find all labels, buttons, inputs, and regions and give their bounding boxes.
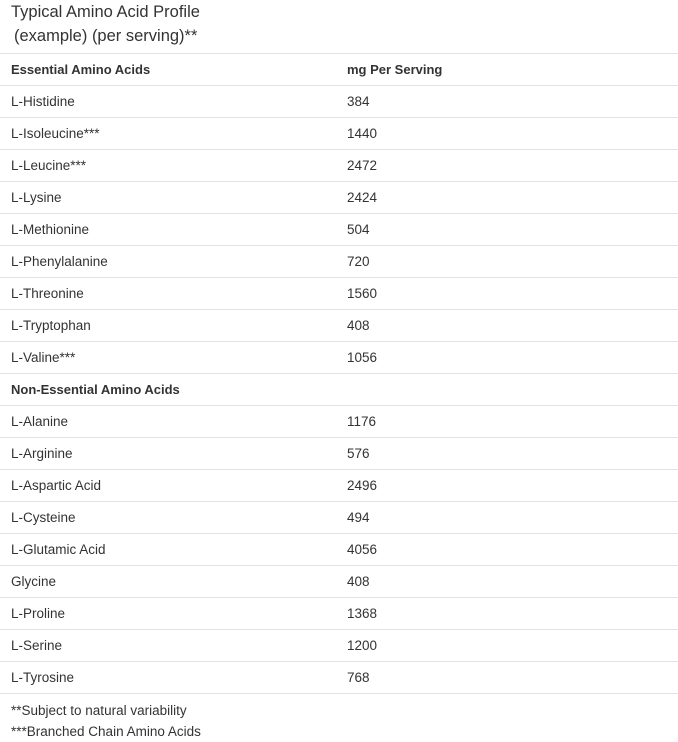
title-line-1: Typical Amino Acid Profile bbox=[11, 3, 200, 21]
amino-acid-value: 1560 bbox=[347, 286, 378, 301]
amino-acid-value: 504 bbox=[347, 222, 370, 237]
amino-acid-name: L-Tyrosine bbox=[11, 670, 75, 685]
footnotes bbox=[11, 700, 201, 742]
non-essential-heading: Non-Essential Amino Acids bbox=[11, 382, 180, 397]
amino-acid-value: 768 bbox=[347, 670, 370, 685]
section-heading-row bbox=[0, 374, 678, 406]
column-header-amino-acid: Essential Amino Acids bbox=[11, 62, 151, 77]
table-row bbox=[0, 246, 678, 278]
amino-acid-value: 494 bbox=[347, 510, 370, 525]
table-row bbox=[0, 438, 678, 470]
page-title bbox=[11, 0, 200, 48]
amino-acid-name: L-Phenylalanine bbox=[11, 254, 108, 269]
table-row bbox=[0, 342, 678, 374]
amino-acid-name: L-Arginine bbox=[11, 446, 73, 461]
table-row bbox=[0, 278, 678, 310]
amino-acid-name: L-Valine*** bbox=[11, 350, 76, 365]
amino-acid-value: 408 bbox=[347, 318, 370, 333]
table-row bbox=[0, 534, 678, 566]
amino-acid-value: 1200 bbox=[347, 638, 378, 653]
amino-acid-value: 2472 bbox=[347, 158, 378, 173]
amino-acid-name: L-Threonine bbox=[11, 286, 84, 301]
table-row bbox=[0, 470, 678, 502]
amino-acid-value: 576 bbox=[347, 446, 370, 461]
amino-acid-value: 2424 bbox=[347, 190, 378, 205]
amino-acid-name: L-Methionine bbox=[11, 222, 90, 237]
table-row bbox=[0, 630, 678, 662]
column-header-mg-per-serving: mg Per Serving bbox=[347, 62, 443, 77]
footnote-bcaa: ***Branched Chain Amino Acids bbox=[11, 724, 201, 739]
amino-acid-value: 1368 bbox=[347, 606, 378, 621]
title-line-2: (example) (per serving)** bbox=[14, 27, 198, 45]
table-row bbox=[0, 182, 678, 214]
amino-acid-value: 1176 bbox=[347, 414, 377, 429]
table-row bbox=[0, 310, 678, 342]
amino-acid-name: L-Proline bbox=[11, 606, 66, 621]
table-row bbox=[0, 662, 678, 694]
table-row bbox=[0, 566, 678, 598]
amino-acid-table bbox=[0, 53, 678, 694]
amino-acid-value: 408 bbox=[347, 574, 370, 589]
amino-acid-name: L-Tryptophan bbox=[11, 318, 91, 333]
amino-acid-value: 2496 bbox=[347, 478, 378, 493]
amino-acid-name: L-Cysteine bbox=[11, 510, 76, 525]
amino-acid-name: L-Lysine bbox=[11, 190, 62, 205]
amino-acid-value: 4056 bbox=[347, 542, 378, 557]
table-row bbox=[0, 598, 678, 630]
footnote-variability: **Subject to natural variability bbox=[11, 703, 187, 718]
amino-acid-value: 720 bbox=[347, 254, 370, 269]
amino-acid-value: 384 bbox=[347, 94, 370, 109]
table-row bbox=[0, 118, 678, 150]
amino-acid-name: L-Histidine bbox=[11, 94, 75, 109]
amino-acid-value: 1440 bbox=[347, 126, 378, 141]
table-row bbox=[0, 502, 678, 534]
amino-acid-name: L-Alanine bbox=[11, 414, 69, 429]
amino-acid-name: L-Aspartic Acid bbox=[11, 478, 102, 493]
table-row bbox=[0, 406, 678, 438]
amino-acid-name: L-Leucine*** bbox=[11, 158, 87, 173]
amino-acid-name: Glycine bbox=[11, 574, 57, 589]
amino-acid-name: L-Isoleucine*** bbox=[11, 126, 100, 141]
table-row bbox=[0, 150, 678, 182]
amino-acid-name: L-Glutamic Acid bbox=[11, 542, 106, 557]
amino-acid-value: 1056 bbox=[347, 350, 378, 365]
table-row bbox=[0, 86, 678, 118]
table-row bbox=[0, 214, 678, 246]
table-header-row bbox=[0, 54, 678, 86]
amino-acid-name: L-Serine bbox=[11, 638, 63, 653]
